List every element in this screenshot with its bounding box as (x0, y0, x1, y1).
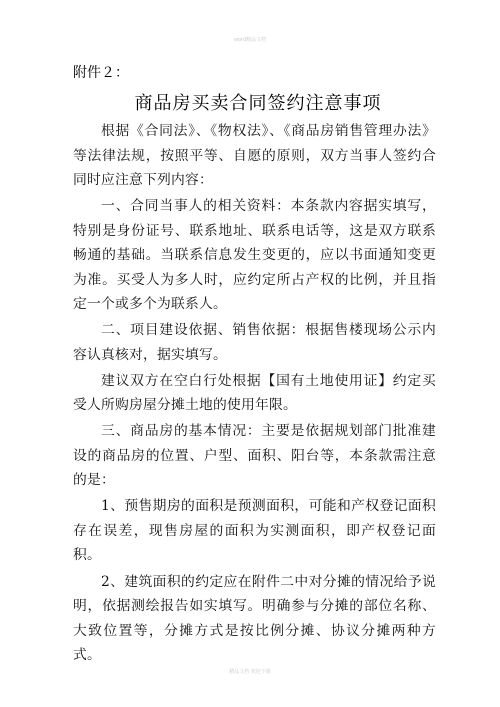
paragraph-item-2: 2、建筑面积的约定应在附件二中对分摊的情况给予说明，依据测绘报告如实填写。明确参与分摊的部位名称、大致位置等，分摊方式是按比例分摊、协议分摊两种方式。 (73, 573, 436, 664)
paragraph-section-2: 二、项目建设依据、销售依据：根据售楼现场公示内容认真核对，据实填写。 (73, 322, 436, 363)
document-title: 商品房买卖合同签约注意事项 (134, 93, 382, 114)
header-watermark: word精品文档 (233, 37, 267, 43)
footer-watermark: 精品文档 欢迎下载 (229, 669, 271, 675)
paragraph-item-1: 1、预售期房的面积是预测面积，可能和产权登记面积存在误差，现售房屋的面积为实测面积，即产权登记面积。 (73, 498, 436, 564)
paragraph-section-1: 一、合同当事人的相关资料：本条款内容据实填写，特别是身份证号、联系地址、联系电话等，这是双方联系畅通的基础。当联系信息发生变更的，应以书面通知变更为准。买受人为多人时，应约定所占产权的比例，并且指定一个或多个为联系人。 (73, 198, 436, 313)
document-body (73, 119, 436, 669)
paragraph-section-3: 三、商品房的基本情况：主要是依据规划部门批准建设的商品房的位置、户型、面积、阳台等，本条款需注意的是： (73, 423, 436, 489)
paragraph-intro: 根据《合同法》、《物权法》、《商品房销售管理办法》等法律法规，按照平等、自愿的原则，双方当事人签约合同时应注意下列内容： (73, 123, 436, 188)
paragraph-land-use-note: 建议双方在空白行处根据【国有土地使用证】约定买受人所购房屋分摊土地的使用年限。 (73, 372, 436, 414)
attachment-label: 附件２： (73, 65, 129, 81)
